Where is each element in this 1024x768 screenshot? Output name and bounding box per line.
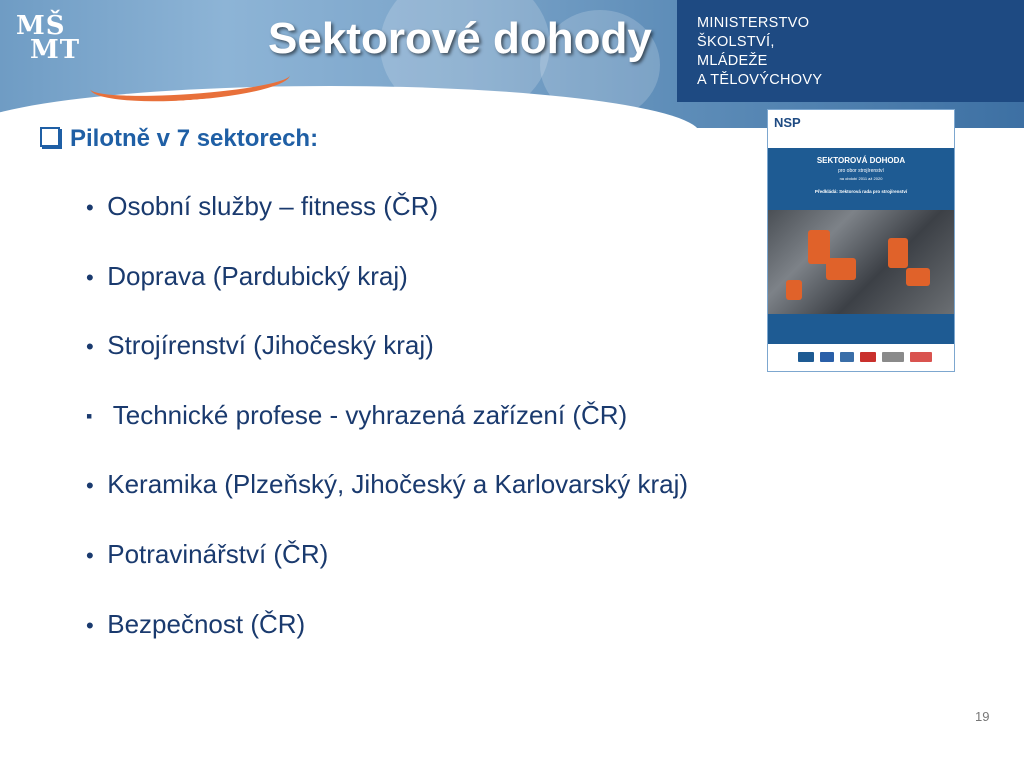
ministry-banner <box>677 0 1024 102</box>
list-item-text: Osobní služby – fitness (ČR) <box>107 191 439 221</box>
document-cover-image <box>767 109 955 372</box>
robot-arm-shape <box>826 258 856 280</box>
sector-list <box>86 191 688 678</box>
msmt-logo <box>16 11 86 68</box>
sponsor-logo <box>798 352 814 362</box>
list-item-text: Bezpečnost (ČR) <box>107 608 306 639</box>
list-item <box>86 261 688 331</box>
list-item <box>86 330 688 400</box>
cover-title: SEKTOROVÁ DOHODA <box>816 156 906 165</box>
robot-arm-shape <box>786 280 802 300</box>
list-item <box>86 609 688 679</box>
eu-flag-logo <box>820 352 834 362</box>
ministry-line: MLÁDEŽE <box>697 53 768 69</box>
logo-line-2: MT <box>30 35 81 65</box>
list-item-text: Doprava (Pardubický kraj) <box>107 260 408 291</box>
bullet-icon: • <box>86 542 94 568</box>
sponsor-logo <box>840 352 854 362</box>
square-bullet-icon: ▪ <box>86 405 93 426</box>
bullet-icon: • <box>86 264 94 290</box>
ministry-line: MINISTERSTVO <box>697 15 810 31</box>
bullet-icon: • <box>86 473 94 499</box>
list-item-text: Technické profese - vyhrazená zařízení (ČR) <box>112 399 628 430</box>
list-item <box>86 191 688 261</box>
ministry-line: A TĚLOVÝCHOVY <box>697 72 823 88</box>
cover-presenter: Předkládá: Sektorová rada pro strojírenství <box>814 189 908 194</box>
sponsor-logo <box>882 352 904 362</box>
checkbox-bullet-icon <box>40 127 60 147</box>
list-item-text: Keramika (Plzeňský, Jihočeský a Karlovarský kraj) <box>107 469 689 500</box>
bullet-icon: • <box>86 612 94 638</box>
cover-description <box>768 314 954 344</box>
ministry-line: ŠKOLSTVÍ, <box>697 34 775 50</box>
bullet-icon: • <box>86 195 94 220</box>
list-item-text: Potravinářství (ČR) <box>107 538 329 569</box>
cover-header <box>768 110 954 148</box>
cover-subtitle: pro obor strojírenství <box>838 168 884 174</box>
cover-sponsor-logos <box>768 344 954 370</box>
robot-arm-shape <box>888 238 908 268</box>
cover-title-block <box>768 148 954 210</box>
sponsor-logo <box>860 352 876 362</box>
list-item <box>86 539 688 609</box>
list-item <box>86 469 688 539</box>
robot-photo <box>768 210 954 314</box>
ministry-name <box>697 14 822 90</box>
slide-title: Sektorové dohody <box>268 14 652 63</box>
page-number: 19 <box>975 709 990 724</box>
list-item <box>86 400 688 470</box>
section-heading <box>40 125 318 153</box>
sponsor-logo <box>910 352 932 362</box>
robot-arm-shape <box>906 268 930 286</box>
cover-period: na období 2011 až 2020 <box>839 176 883 181</box>
list-item-text: Strojírenství (Jihočeský kraj) <box>107 330 434 361</box>
heading-text: Pilotně v 7 sektorech: <box>70 125 319 152</box>
bullet-icon: • <box>86 334 94 360</box>
nsp-logo: NSP <box>774 115 801 130</box>
logo-line-1: MŠ <box>16 11 66 41</box>
